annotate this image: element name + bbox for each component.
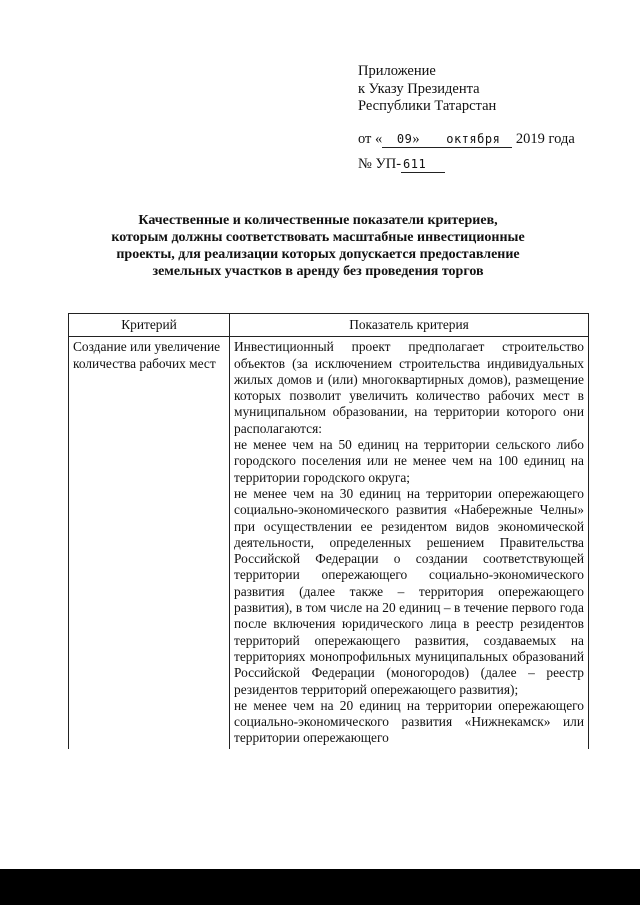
header-indicator: Показатель критерия [230,314,589,337]
indicator-cell [230,337,589,749]
appendix-date: от « 09» октября 2019 года [358,130,575,147]
table-row [69,337,589,749]
date-month-field: октября [434,132,512,148]
header-criterion: Критерий [69,314,230,337]
appendix-block [358,63,628,174]
date-day-field: 09» [382,132,434,148]
appendix-line-2: к Указу Президента [358,80,480,97]
indicator-paragraph: не менее чем на 20 единиц на территории опережающего социально-экономического развития «Нижнекамск» или территории опережающего [234,697,584,746]
criterion-cell: Создание или увеличение количества рабочих мест [69,337,230,749]
decree-number-field: 611 [401,157,445,173]
indicator-paragraph: не менее чем на 50 единиц на территории сельского либо городского поселения или не менее чем на 100 единиц на территории городского округа; [234,437,584,485]
indicator-paragraph: Инвестиционный проект предполагает строительство объектов (за исключением строительства индивидуальных жилых домов и (или) многоквартирных домов), размещение которых позволит увеличить количество рабочих мест в муниципальном образовании, на территории которого они располагаются: [234,339,584,436]
table-header-row [69,314,589,337]
scan-border-bottom [0,869,640,905]
appendix-number: № УП- 611 [358,156,628,174]
indicator-paragraph: не менее чем на 30 единиц на территории опережающего социально-экономического развития «Набережные Челны» при осуществлении ее резидентом видов экономической деятельности, определенных решением Правительства Российской Федерации о создании соответствующей территории опережающего социально-экономического развития (далее также – территория опережающего развития), в том числе на 20 единиц – в течение первого года после включения юридического лица в реестр резидентов территорий опережающего развития, создаваемых на территориях монопрофильных муниципальных образований Российской Федерации (моногородов) (далее – реестр резидентов территорий опережающего развития); [234,485,584,697]
appendix-line-1: Приложение [358,63,436,79]
criteria-table [68,313,589,749]
document-title: Качественные и количественные показатели критериев, которым должны соответствовать масштабные инвестиционные проекты, для реализации которых допускается предоставление земельных участков в аренду без проведения торгов [111,213,525,279]
appendix-line-3: Республики Татарстан [358,98,497,114]
